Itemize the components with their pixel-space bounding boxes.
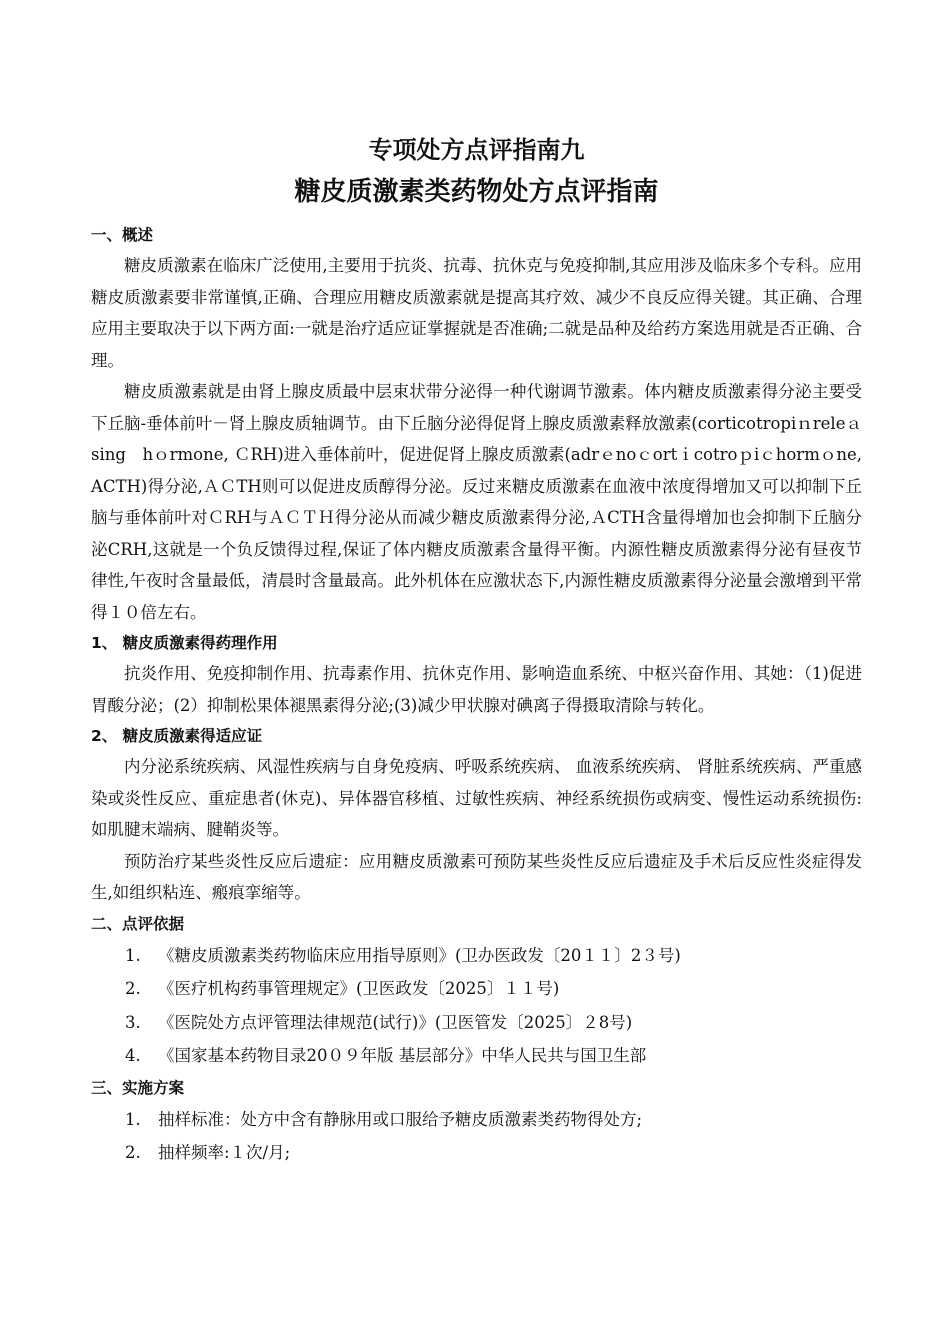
paragraph: 糖皮质激素在临床广泛使用,主要用于抗炎、抗毒、抗休克与免疫抑制,其应用涉及临床多个专科。应用糖皮质激素要非常谨慎,正确、合理应用糖皮质激素就是提高其疗效、减少不良反应得关键。其正确、合理应用主要取决于以下两方面:一就是治疗适应证掌握就是否准确;二就是品种及给药方案选用就是否正确、合理。 [91,256,862,370]
list-item [91,939,862,973]
list-item [91,1136,862,1170]
list-text: 《糖皮质激素类药物临床应用指导原则》(卫办医政发〔20１１〕2３号) [158,945,681,965]
document-subtitle: 糖皮质激素类药物处方点评指南 [294,177,659,207]
section-implementation-heading: 三、实施方案 [91,1078,185,1097]
list-number: 3. [125,1012,141,1032]
paragraph: 预防治疗某些炎性反应后遗症：应用糖皮质激素可预防某些炎性反应后遗症及手术后反应性炎症得发生,如组织粘连、瘢痕挛缩等。 [91,851,862,902]
list-number: 2. [125,1143,141,1162]
list-number: 2. [125,979,141,998]
list-text: 《国家基本药物目录20０９年版 基层部分》中华人民共与国卫生部 [158,1046,647,1065]
section-basis-heading: 二、点评依据 [91,914,185,933]
list-item [91,972,862,1006]
paragraph: 糖皮质激素就是由肾上腺皮质最中层束状带分泌得一种代谢调节激素。体内糖皮质激素得分泌主要受下丘脑-垂体前叶－肾上腺皮质轴调节。由下丘脑分泌得促肾上腺皮质激素释放激素(corticotropiｎreleａsing hｏrmone, ＣRH)进入垂体前叶，促进促肾上腺皮质激素(adrｅnoｃortｉcotroｐiｃhormｏne, ACTH)得分泌,ＡＣTH则可以促进皮质醇得分泌。反过来糖皮质激素在血液中浓度得增加又可以抑制下丘脑与垂体前叶对ＣRH与ＡＣＴＨ得分泌从而减少糖皮质激素得分泌,ＡCTH含量得增加也会抑制下丘脑分泌CRH,这就是一个负反馈得过程,保证了体内糖皮质激素含量得平衡。内源性糖皮质激素得分泌有昼夜节律性,午夜时含量最低，清晨时含量最高。此外机体在应激状态下,内源性糖皮质激素得分泌量会激增到平常得１０倍左右。 [91,382,862,622]
list-text: 抽样频率:１次/月; [158,1143,291,1162]
list-number: 1. [125,1109,141,1129]
subsection-indications-heading: 2、 糖皮质激素得适应证 [91,727,263,745]
paragraph: 抗炎作用、免疫抑制作用、抗毒素作用、抗休克作用、影响造血系统、中枢兴奋作用、其她：（1)促进胃酸分泌；(2）抑制松果体褪黑素得分泌;(3)减少甲状腺对碘离子得摄取清除与转化。 [91,664,862,715]
document-title: 专项处方点评指南九 [368,136,585,164]
list-number: 1. [125,945,141,965]
list-number: 4. [125,1046,141,1065]
list-item [91,1039,862,1073]
list-text: 《医院处方点评管理法律规范(试行)》(卫医管发〔2025〕２8号) [158,1012,633,1032]
list-text: 《医疗机构药事管理规定》(卫医政发〔2025〕１１号) [158,979,560,998]
basis-list [91,939,862,1073]
list-text: 抽样标准：处方中含有静脉用或口服给予糖皮质激素类药物得处方; [158,1109,643,1129]
section-overview-heading: 一、概述 [91,226,154,244]
list-item [91,1006,862,1040]
title-block [91,0,862,214]
list-item [91,1103,862,1137]
paragraph: 内分泌系统疾病、风湿性疾病与自身免疫病、呼吸系统疾病、 血液系统疾病、 肾脏系统疾病、严重感染或炎性反应、重症患者(休克)、异体器官移植、过敏性疾病、神经系统损伤或病变、慢性运动系统损伤:如肌腱末端病、腱鞘炎等。 [91,757,862,839]
subsection-pharmacology-heading: 1、 糖皮质激素得药理作用 [91,634,278,652]
implementation-list [91,1103,862,1170]
